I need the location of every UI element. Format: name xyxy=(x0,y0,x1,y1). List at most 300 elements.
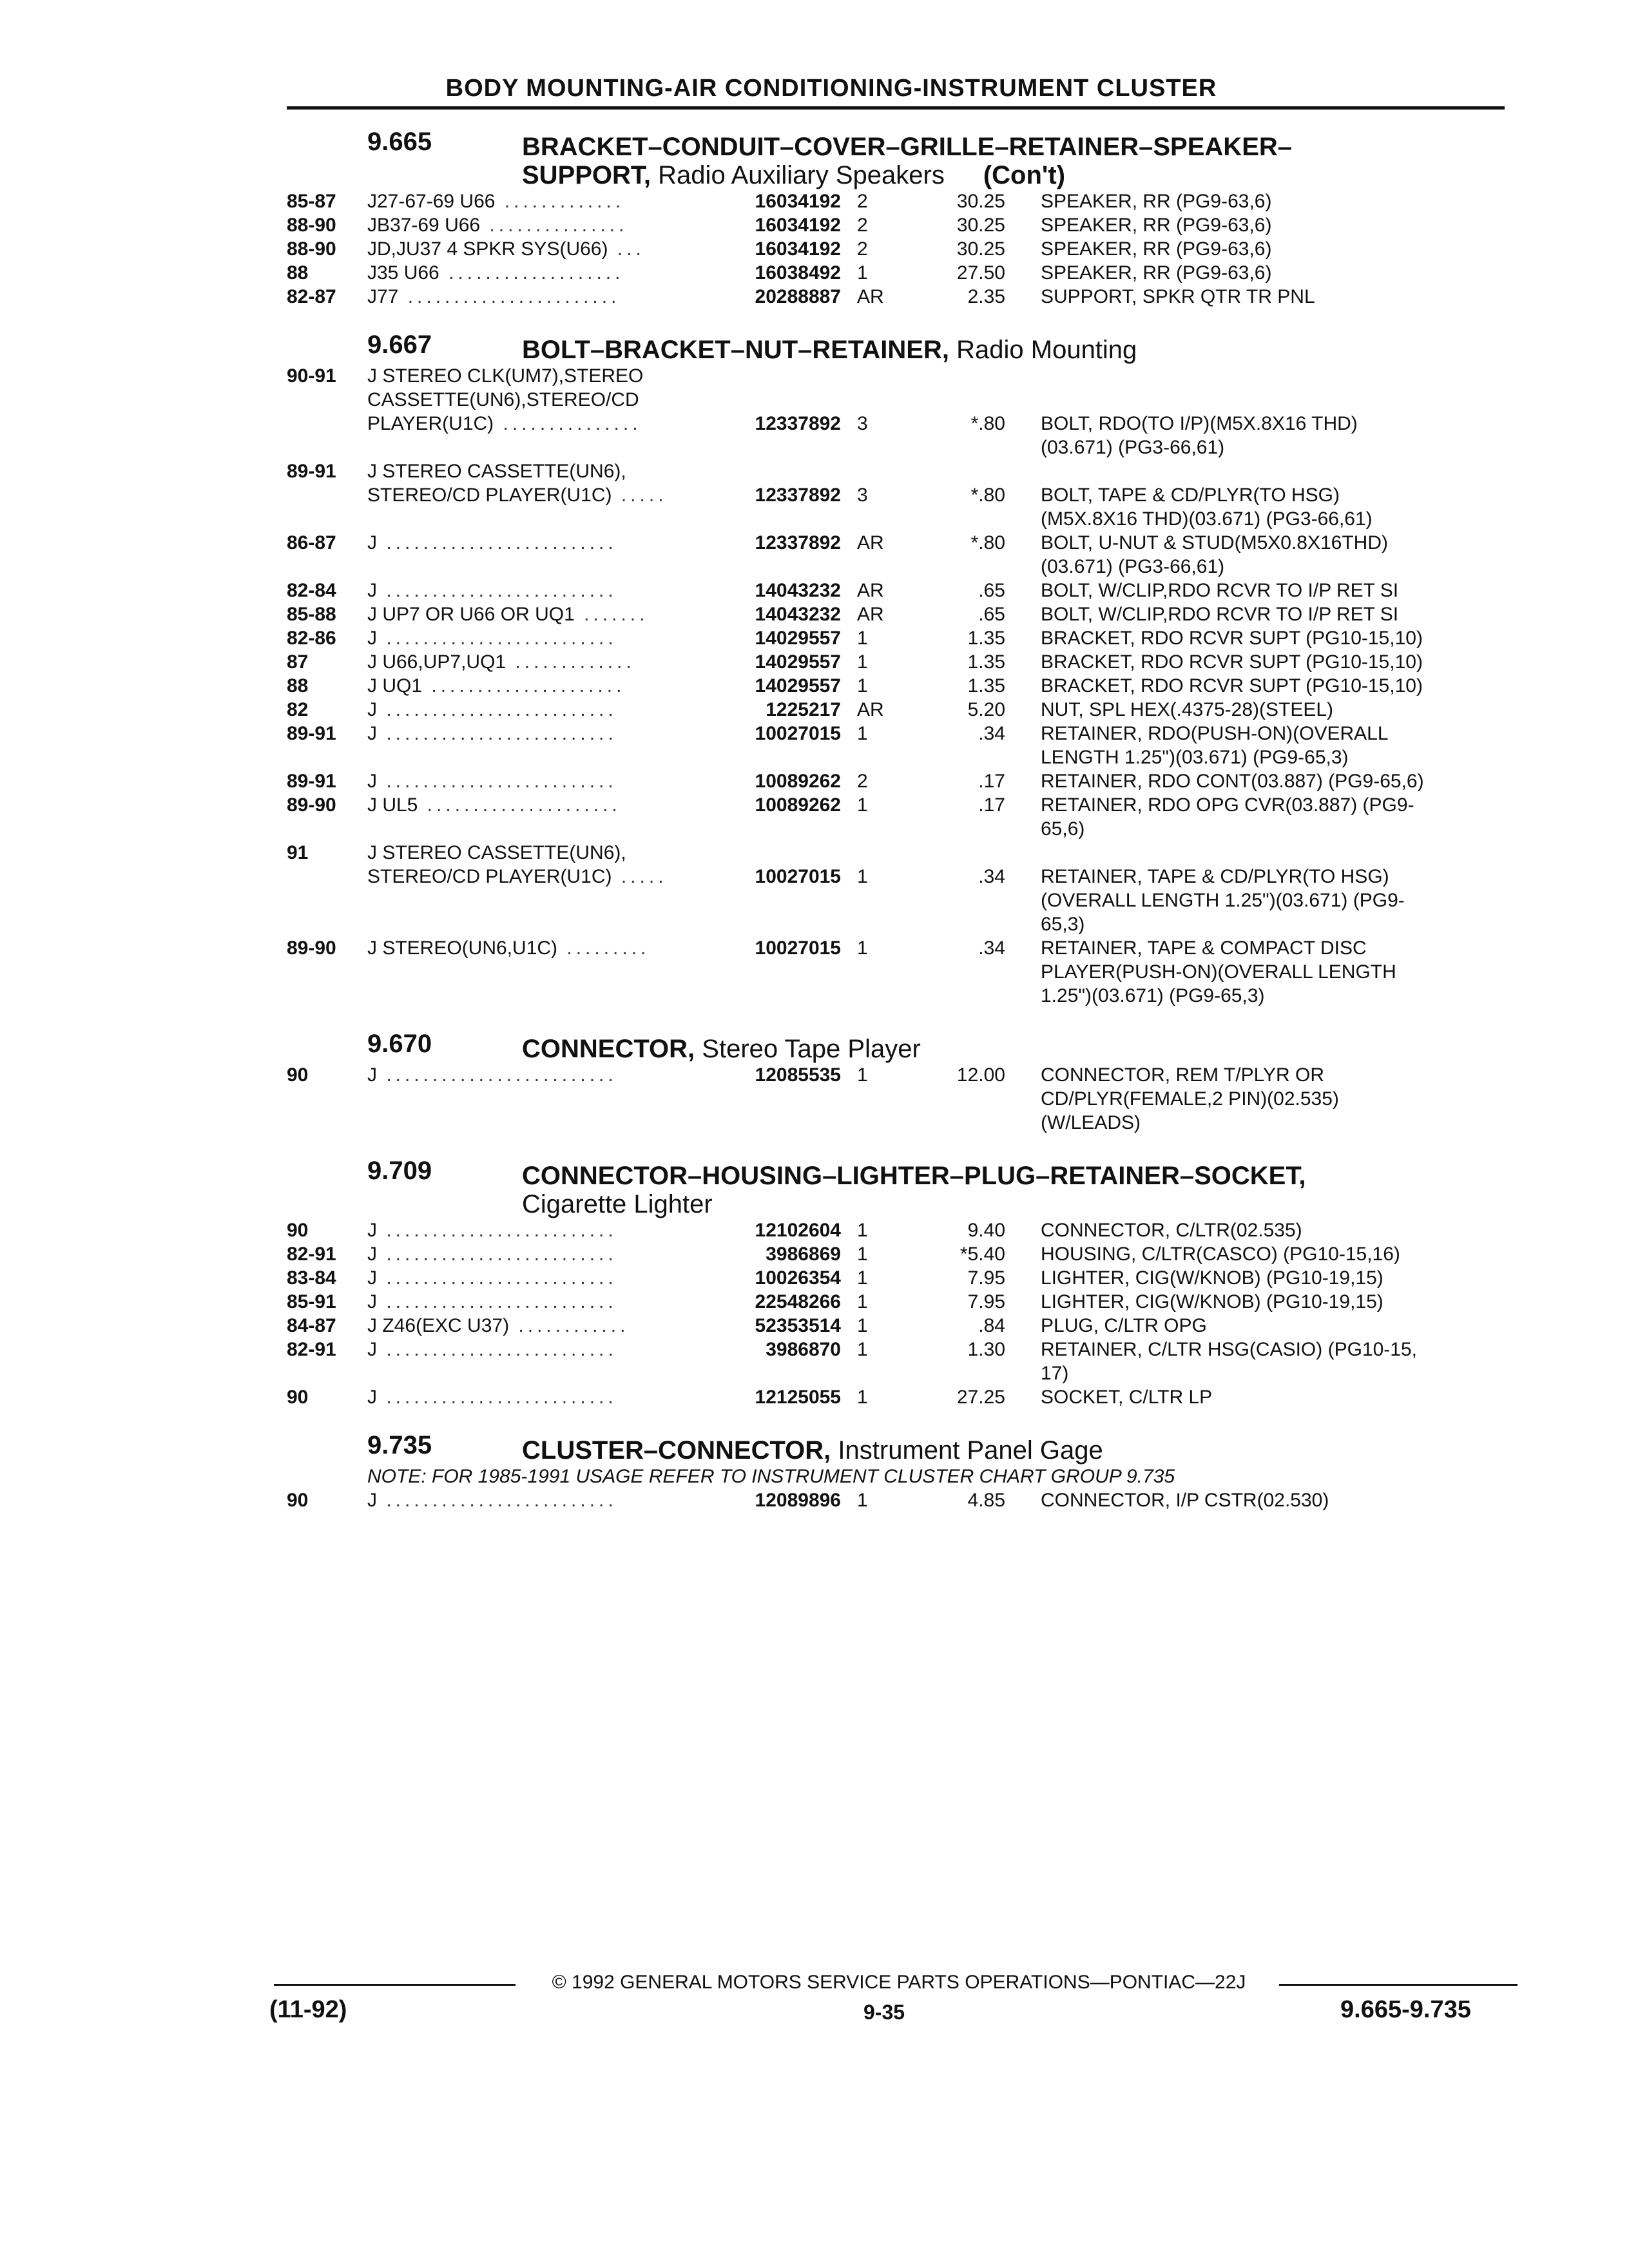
parts-row xyxy=(287,1111,1505,1135)
price: 1.30 xyxy=(967,1339,1005,1360)
quantity: AR xyxy=(857,699,884,720)
price: 1.35 xyxy=(967,651,1005,673)
quantity: AR xyxy=(857,286,884,307)
parts-row xyxy=(287,261,1505,285)
parts-row xyxy=(287,674,1505,698)
usage-text: J77 xyxy=(367,286,399,307)
part-number: 14029557 xyxy=(755,628,841,649)
leader-dots: ......................... xyxy=(377,532,617,553)
usage-text: J Z46(EXC U37) xyxy=(367,1315,510,1336)
usage-text: J xyxy=(367,723,377,744)
section-number: 9.709 xyxy=(367,1157,432,1185)
model-years: 85-88 xyxy=(287,604,336,625)
price: .65 xyxy=(978,580,1005,601)
usage-text: J xyxy=(367,1387,377,1408)
part-number: 12337892 xyxy=(755,413,841,434)
section-title-main: BRACKET–CONDUIT–COVER–GRILLE–RETAINER–SPEAKER– xyxy=(522,133,1292,161)
parts-row xyxy=(287,722,1505,745)
model-years: 89-90 xyxy=(287,937,336,959)
usage-text: CASSETTE(UN6),STEREO/CD xyxy=(367,389,639,410)
model-years: 85-91 xyxy=(287,1291,336,1312)
price: 12.00 xyxy=(956,1064,1005,1086)
leader-dots: ..................... xyxy=(418,794,621,816)
price: 27.50 xyxy=(956,262,1005,284)
description: SPEAKER, RR (PG9-63,6) xyxy=(1041,238,1272,260)
parts-row xyxy=(287,483,1505,507)
leader-dots: ....... xyxy=(574,604,649,625)
leader-dots: ......................... xyxy=(377,771,617,792)
quantity: 3 xyxy=(857,485,868,506)
part-number: 1225217 xyxy=(766,699,841,720)
section-subtitle: Stereo Tape Player xyxy=(702,1035,921,1063)
usage-text: J xyxy=(367,628,377,649)
description: SPEAKER, RR (PG9-63,6) xyxy=(1041,215,1272,236)
model-years: 90-91 xyxy=(287,365,336,387)
part-number: 10089262 xyxy=(755,794,841,816)
leader-dots: ............ xyxy=(509,1315,630,1336)
price: .84 xyxy=(978,1315,1005,1336)
part-number: 52353514 xyxy=(755,1315,841,1336)
section-number: 9.670 xyxy=(367,1030,432,1058)
leader-dots: ......................... xyxy=(377,1267,617,1289)
usage-text: J UQ1 xyxy=(367,675,423,697)
price: *.80 xyxy=(970,485,1005,506)
model-years: 91 xyxy=(287,842,309,863)
description: RETAINER, RDO(PUSH-ON)(OVERALL xyxy=(1041,723,1389,744)
parts-row xyxy=(287,189,1505,213)
part-number: 16034192 xyxy=(755,215,841,236)
leader-dots: ............... xyxy=(480,215,628,236)
section-title xyxy=(522,1035,1505,1063)
description: CD/PLYR(FEMALE,2 PIN)(02.535) xyxy=(1041,1088,1339,1110)
leader-dots: ......................... xyxy=(377,1291,617,1312)
part-number: 10027015 xyxy=(755,937,841,959)
price: 2.35 xyxy=(967,286,1005,307)
description: LENGTH 1.25")(03.671) (PG9-65,3) xyxy=(1041,747,1349,768)
description: (03.671) (PG3-66,61) xyxy=(1041,437,1225,458)
description: BRACKET, RDO RCVR SUPT (PG10-15,10) xyxy=(1041,675,1423,697)
usage-text: J UL5 xyxy=(367,794,418,816)
model-years: 88-90 xyxy=(287,215,336,236)
section-note: NOTE: FOR 1985-1991 USAGE REFER TO INSTRUMENT CLUSTER CHART GROUP 9.735 xyxy=(367,1466,1175,1487)
section-header xyxy=(287,331,1505,364)
description: BRACKET, RDO RCVR SUPT (PG10-15,10) xyxy=(1041,628,1423,649)
description: BOLT, W/CLIP,RDO RCVR TO I/P RET SI xyxy=(1041,604,1399,625)
price: 9.40 xyxy=(967,1220,1005,1241)
continued-label: (Con't) xyxy=(983,161,1066,189)
usage-text: J STEREO CASSETTE(UN6), xyxy=(367,842,626,863)
part-number: 12337892 xyxy=(755,532,841,553)
leader-dots: ......................... xyxy=(377,1339,617,1360)
usage-text: J xyxy=(367,1490,377,1511)
usage-text: J xyxy=(367,1064,377,1086)
price: 1.35 xyxy=(967,628,1005,649)
usage-text: J xyxy=(367,1267,377,1289)
usage-text: J xyxy=(367,771,377,792)
price: 30.25 xyxy=(956,238,1005,260)
model-years: 82-91 xyxy=(287,1339,336,1360)
description: PLAYER(PUSH-ON)(OVERALL LENGTH xyxy=(1041,961,1396,983)
model-years: 87 xyxy=(287,651,309,673)
part-number: 12085535 xyxy=(755,1064,841,1086)
description: NUT, SPL HEX(.4375-28)(STEEL) xyxy=(1041,699,1334,720)
leader-dots: ..... xyxy=(612,866,668,887)
quantity: 1 xyxy=(857,866,868,887)
section-title-main: BOLT–BRACKET–NUT–RETAINER, xyxy=(522,336,949,364)
parts-row xyxy=(287,412,1505,436)
part-number: 12102604 xyxy=(755,1220,841,1241)
parts-row xyxy=(287,936,1505,960)
part-number: 12125055 xyxy=(755,1387,841,1408)
model-years: 82-87 xyxy=(287,286,336,307)
description: 1.25")(03.671) (PG9-65,3) xyxy=(1041,985,1265,1006)
model-years: 89-91 xyxy=(287,771,336,792)
model-years: 88 xyxy=(287,675,309,697)
price: .34 xyxy=(978,723,1005,744)
usage-text: PLAYER(U1C) xyxy=(367,413,494,434)
quantity: 1 xyxy=(857,1064,868,1086)
description: CONNECTOR, REM T/PLYR OR xyxy=(1041,1064,1325,1086)
parts-row xyxy=(287,865,1505,889)
parts-row xyxy=(287,1087,1505,1111)
footer-rule-left xyxy=(274,1984,516,1986)
section-subtitle: Instrument Panel Gage xyxy=(838,1436,1103,1465)
parts-row xyxy=(287,769,1505,793)
section-title xyxy=(522,133,1505,189)
description: RETAINER, RDO CONT(03.887) (PG9-65,6) xyxy=(1041,771,1424,792)
section-title-main: CONNECTOR, xyxy=(522,1035,695,1063)
quantity: 2 xyxy=(857,771,868,792)
quantity: 1 xyxy=(857,262,868,284)
model-years: 82-91 xyxy=(287,1244,336,1265)
usage-text: J xyxy=(367,699,377,720)
part-number: 14029557 xyxy=(755,651,841,673)
model-years: 82 xyxy=(287,699,309,720)
leader-dots: ......... xyxy=(557,937,650,959)
quantity: 2 xyxy=(857,191,868,212)
parts-row xyxy=(287,459,1505,483)
parts-row xyxy=(287,507,1505,531)
description: RETAINER, TAPE & COMPACT DISC xyxy=(1041,937,1367,959)
quantity: 1 xyxy=(857,1291,868,1312)
parts-row xyxy=(287,1290,1505,1314)
section-number: 9.667 xyxy=(367,331,432,359)
section-header xyxy=(287,1431,1505,1465)
description: RETAINER, RDO OPG CVR(03.887) (PG9- xyxy=(1041,794,1414,816)
description: BOLT, TAPE & CD/PLYR(TO HSG) xyxy=(1041,485,1340,506)
leader-dots: ......................... xyxy=(377,723,617,744)
parts-row xyxy=(287,841,1505,865)
part-number: 10027015 xyxy=(755,866,841,887)
section-spacer xyxy=(287,1409,1505,1431)
part-number: 22548266 xyxy=(755,1291,841,1312)
part-number: 16034192 xyxy=(755,191,841,212)
leader-dots: ......................... xyxy=(377,1490,617,1511)
section-subtitle: Cigarette Lighter xyxy=(522,1190,713,1218)
model-years: 89-90 xyxy=(287,794,336,816)
parts-row xyxy=(287,650,1505,674)
description: LIGHTER, CIG(W/KNOB) (PG10-19,15) xyxy=(1041,1291,1383,1312)
description: CONNECTOR, C/LTR(02.535) xyxy=(1041,1220,1302,1241)
part-number: 10026354 xyxy=(755,1267,841,1289)
quantity: AR xyxy=(857,580,884,601)
parts-row xyxy=(287,364,1505,388)
price: .17 xyxy=(978,771,1005,792)
model-years: 84-87 xyxy=(287,1315,336,1336)
parts-row xyxy=(287,213,1505,237)
usage-text: J STEREO(UN6,U1C) xyxy=(367,937,558,959)
section-title-main: CONNECTOR–HOUSING–LIGHTER–PLUG–RETAINER–SOCKET, xyxy=(522,1162,1306,1190)
footer-rule-right xyxy=(1279,1984,1518,1986)
model-years: 89-91 xyxy=(287,461,336,482)
description: 17) xyxy=(1041,1363,1069,1384)
description: LIGHTER, CIG(W/KNOB) (PG10-19,15) xyxy=(1041,1267,1383,1289)
part-number: 10027015 xyxy=(755,723,841,744)
price: .34 xyxy=(978,937,1005,959)
part-number: 14043232 xyxy=(755,604,841,625)
section-spacer xyxy=(287,1008,1505,1030)
parts-row xyxy=(287,1488,1505,1512)
section-header xyxy=(287,1030,1505,1063)
usage-text: J STEREO CLK(UM7),STEREO xyxy=(367,365,644,387)
parts-row xyxy=(287,602,1505,626)
footer-section-range: 9.665-9.735 xyxy=(1340,1996,1471,2023)
usage-text: J35 U66 xyxy=(367,262,439,284)
leader-dots: ......................... xyxy=(377,699,617,720)
price: .34 xyxy=(978,866,1005,887)
quantity: AR xyxy=(857,604,884,625)
quantity: 3 xyxy=(857,413,868,434)
quantity: 1 xyxy=(857,628,868,649)
description: BRACKET, RDO RCVR SUPT (PG10-15,10) xyxy=(1041,651,1423,673)
leader-dots: ......................... xyxy=(377,1387,617,1408)
description: BOLT, U-NUT & STUD(M5X0.8X16THD) xyxy=(1041,532,1388,553)
usage-text: J xyxy=(367,1220,377,1241)
footer-copyright: © 1992 GENERAL MOTORS SERVICE PARTS OPERATIONS—PONTIAC—22J xyxy=(552,1972,1246,1993)
quantity: AR xyxy=(857,532,884,553)
part-number: 10089262 xyxy=(755,771,841,792)
part-number: 12337892 xyxy=(755,485,841,506)
model-years: 82-84 xyxy=(287,580,336,601)
part-number: 3986870 xyxy=(766,1339,841,1360)
title-rule xyxy=(287,106,1505,110)
section-title-cont: SUPPORT, xyxy=(522,161,651,189)
usage-text: J27-67-69 U66 xyxy=(367,191,496,212)
description: SOCKET, C/LTR LP xyxy=(1041,1387,1213,1408)
quantity: 1 xyxy=(857,1315,868,1336)
price: 7.95 xyxy=(967,1291,1005,1312)
quantity: 1 xyxy=(857,651,868,673)
quantity: 1 xyxy=(857,794,868,816)
leader-dots: ......................... xyxy=(377,580,617,601)
section-spacer xyxy=(287,309,1505,331)
price: 27.25 xyxy=(956,1387,1005,1408)
section-title xyxy=(522,1436,1505,1465)
description: (03.671) (PG3-66,61) xyxy=(1041,556,1225,577)
footer-page-number: 9-35 xyxy=(863,2001,905,2024)
parts-row xyxy=(287,817,1505,841)
model-years: 90 xyxy=(287,1220,309,1241)
part-number: 12089896 xyxy=(755,1490,841,1511)
usage-text: J xyxy=(367,1244,377,1265)
section-spacer xyxy=(287,1135,1505,1157)
section-number: 9.665 xyxy=(367,128,432,156)
quantity: 1 xyxy=(857,1490,868,1511)
description: SPEAKER, RR (PG9-63,6) xyxy=(1041,262,1272,284)
quantity: 2 xyxy=(857,215,868,236)
description: (W/LEADS) xyxy=(1041,1112,1141,1133)
leader-dots: ....................... xyxy=(398,286,621,307)
usage-code xyxy=(367,364,996,388)
model-years: 89-91 xyxy=(287,723,336,744)
price: 5.20 xyxy=(967,699,1005,720)
description: (OVERALL LENGTH 1.25")(03.671) (PG9- xyxy=(1041,890,1405,911)
parts-row xyxy=(287,388,1505,412)
quantity: 1 xyxy=(857,723,868,744)
price: .65 xyxy=(978,604,1005,625)
usage-text: J xyxy=(367,1291,377,1312)
description: SUPPORT, SPKR QTR TR PNL xyxy=(1041,286,1315,307)
model-years: 83-84 xyxy=(287,1267,336,1289)
section-subtitle: Radio Auxiliary Speakers xyxy=(658,161,945,189)
price: 30.25 xyxy=(956,191,1005,212)
part-number: 14043232 xyxy=(755,580,841,601)
model-years: 86-87 xyxy=(287,532,336,553)
leader-dots: ... xyxy=(608,238,645,260)
model-years: 82-86 xyxy=(287,628,336,649)
usage-text: J U66,UP7,UQ1 xyxy=(367,651,506,673)
leader-dots: ......................... xyxy=(377,1064,617,1086)
leader-dots: ............... xyxy=(494,413,642,434)
price: 7.95 xyxy=(967,1267,1005,1289)
parts-row xyxy=(287,1385,1505,1409)
model-years: 90 xyxy=(287,1387,309,1408)
parts-row xyxy=(287,960,1505,984)
part-number: 20288887 xyxy=(755,286,841,307)
part-number: 16038492 xyxy=(755,262,841,284)
parts-row xyxy=(287,984,1505,1008)
parts-row xyxy=(287,1266,1505,1290)
description: 65,3) xyxy=(1041,914,1085,935)
parts-row xyxy=(287,579,1505,602)
price: *5.40 xyxy=(959,1244,1005,1265)
leader-dots: ................... xyxy=(439,262,624,284)
model-years: 90 xyxy=(287,1490,309,1511)
usage-text: STEREO/CD PLAYER(U1C) xyxy=(367,866,612,887)
usage-text: JB37-69 U66 xyxy=(367,215,481,236)
parts-row xyxy=(287,889,1505,912)
description: BOLT, RDO(TO I/P)(M5X.8X16 THD) xyxy=(1041,413,1358,434)
usage-code xyxy=(367,388,996,412)
description: RETAINER, TAPE & CD/PLYR(TO HSG) xyxy=(1041,866,1389,887)
description: 65,6) xyxy=(1041,818,1085,840)
footer-date: (11-92) xyxy=(269,1996,347,2023)
section-title xyxy=(522,336,1505,364)
price: *.80 xyxy=(970,413,1005,434)
section-title xyxy=(522,1162,1505,1218)
usage-code xyxy=(367,841,996,865)
quantity: 1 xyxy=(857,937,868,959)
section-header xyxy=(287,1157,1505,1218)
section-number: 9.735 xyxy=(367,1431,432,1459)
usage-text: J xyxy=(367,1339,377,1360)
description: CONNECTOR, I/P CSTR(02.530) xyxy=(1041,1490,1329,1511)
section-title-main: CLUSTER–CONNECTOR, xyxy=(522,1436,831,1465)
quantity: 1 xyxy=(857,1244,868,1265)
parts-row xyxy=(287,285,1505,309)
quantity: 1 xyxy=(857,1220,868,1241)
price: *.80 xyxy=(970,532,1005,553)
parts-row xyxy=(287,745,1505,769)
leader-dots: ......................... xyxy=(377,1220,617,1241)
quantity: 2 xyxy=(857,238,868,260)
quantity: 1 xyxy=(857,1387,868,1408)
parts-row xyxy=(287,1314,1505,1338)
model-years: 85-87 xyxy=(287,191,336,212)
leader-dots: ..... xyxy=(612,485,668,506)
price: 1.35 xyxy=(967,675,1005,697)
usage-text: J xyxy=(367,580,377,601)
usage-text: J STEREO CASSETTE(UN6), xyxy=(367,461,626,482)
section-header xyxy=(287,128,1505,189)
description: PLUG, C/LTR OPG xyxy=(1041,1315,1207,1336)
parts-row xyxy=(287,793,1505,817)
parts-row xyxy=(287,436,1505,459)
parts-row xyxy=(287,1063,1505,1087)
parts-row xyxy=(287,698,1505,722)
parts-row xyxy=(287,237,1505,261)
quantity: 1 xyxy=(857,1267,868,1289)
parts-row xyxy=(287,1361,1505,1385)
usage-text: STEREO/CD PLAYER(U1C) xyxy=(367,485,612,506)
parts-row xyxy=(287,626,1505,650)
parts-row xyxy=(287,1242,1505,1266)
section-subtitle: Radio Mounting xyxy=(956,336,1137,364)
description: SPEAKER, RR (PG9-63,6) xyxy=(1041,191,1272,212)
description: BOLT, W/CLIP,RDO RCVR TO I/P RET SI xyxy=(1041,580,1399,601)
price: 4.85 xyxy=(967,1490,1005,1511)
leader-dots: ......................... xyxy=(377,1244,617,1265)
quantity: 1 xyxy=(857,1339,868,1360)
usage-text: J xyxy=(367,532,377,553)
leader-dots: ............. xyxy=(506,651,635,673)
parts-row xyxy=(287,531,1505,555)
price: 30.25 xyxy=(956,215,1005,236)
usage-text: JD,JU37 4 SPKR SYS(U66) xyxy=(367,238,608,260)
description: (M5X.8X16 THD)(03.671) (PG3-66,61) xyxy=(1041,508,1373,530)
leader-dots: ............. xyxy=(495,191,625,212)
model-years: 88-90 xyxy=(287,238,336,260)
price: .17 xyxy=(978,794,1005,816)
part-number: 14029557 xyxy=(755,675,841,697)
page-title: BODY MOUNTING-AIR CONDITIONING-INSTRUMENT CLUSTER xyxy=(445,75,1217,102)
leader-dots: ......................... xyxy=(377,628,617,649)
parts-row xyxy=(287,1218,1505,1242)
parts-row xyxy=(287,1338,1505,1361)
description: RETAINER, C/LTR HSG(CASIO) (PG10-15, xyxy=(1041,1339,1417,1360)
usage-code xyxy=(367,459,996,483)
model-years: 90 xyxy=(287,1064,309,1086)
part-number: 3986869 xyxy=(766,1244,841,1265)
parts-row xyxy=(287,555,1505,579)
part-number: 16034192 xyxy=(755,238,841,260)
quantity: 1 xyxy=(857,675,868,697)
description: HOUSING, C/LTR(CASCO) (PG10-15,16) xyxy=(1041,1244,1400,1265)
parts-row xyxy=(287,912,1505,936)
leader-dots: ..................... xyxy=(422,675,626,697)
usage-text: J UP7 OR U66 OR UQ1 xyxy=(367,604,575,625)
parts-catalog xyxy=(287,128,1505,1512)
